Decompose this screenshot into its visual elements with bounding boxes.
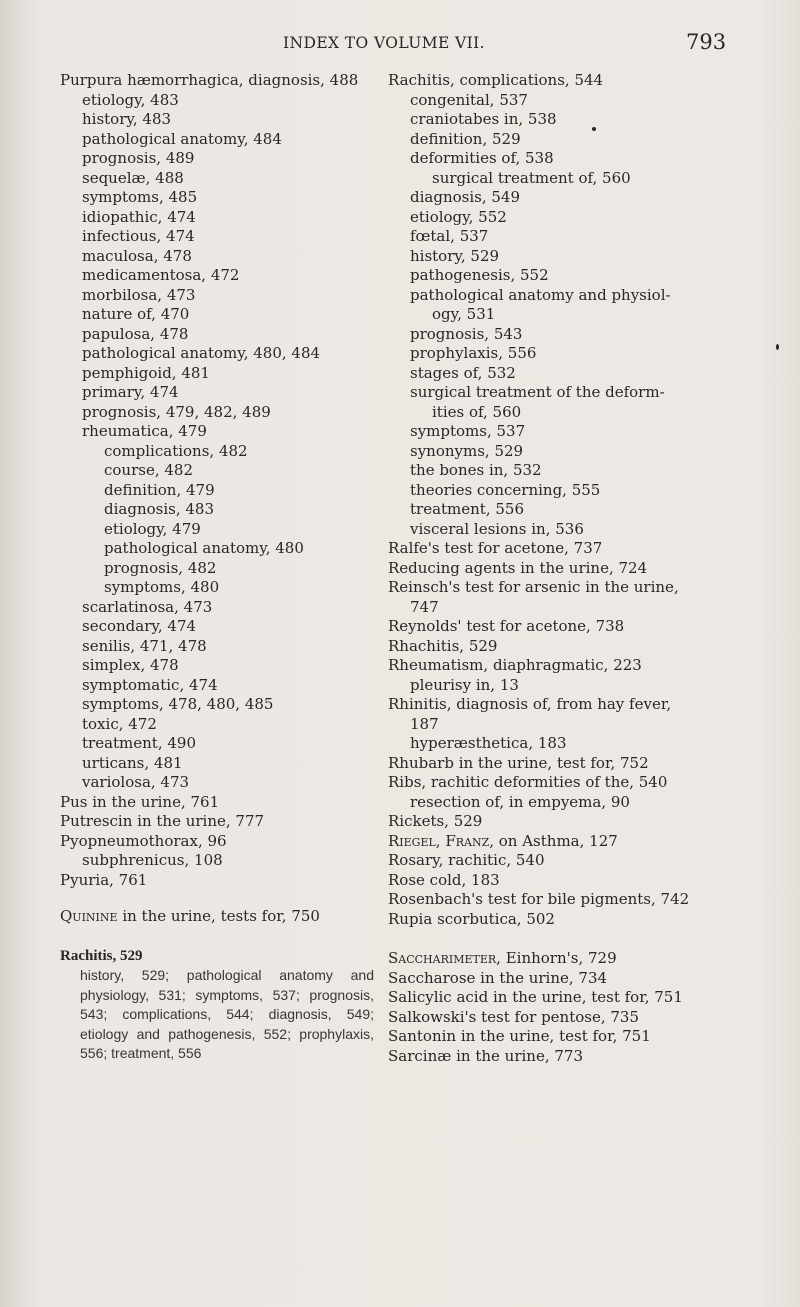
index-entry: symptoms, 537 (410, 422, 526, 440)
index-entry: medicamentosa, 472 (82, 266, 240, 284)
index-entry: etiology, 479 (104, 519, 201, 538)
index-entry: theories concerning, 555 (410, 480, 601, 499)
index-entry: deformities of, 538 (410, 149, 554, 167)
index-entry: definition, 529 (410, 129, 521, 148)
index-entry: simplex, 478 (82, 656, 179, 674)
entry-rest: Einhorn's, 729 (500, 949, 617, 967)
index-entry: 187 (410, 714, 439, 733)
index-entry: etiology, 483 (82, 90, 179, 109)
index-entry: prognosis, 479, 482, 489 (82, 402, 271, 421)
index-entry: variolosa, 473 (82, 773, 190, 791)
index-entry: Saccharose in the urine, 734 (388, 968, 608, 987)
index-entry: maculosa, 478 (82, 246, 192, 265)
index-entry: congenital, 537 (410, 90, 528, 109)
index-entry: infectious, 474 (82, 227, 195, 245)
index-entry: Pus in the urine, 761 (60, 792, 220, 811)
index-entry: hyperæsthetica, 183 (410, 734, 567, 752)
index-entry: complications, 482 (104, 441, 248, 460)
index-entry: Salkowski's test for pentose, 735 (388, 1007, 640, 1026)
index-entry: primary, 474 (82, 383, 179, 401)
index-entry: Reducing agents in the urine, 724 (388, 558, 648, 577)
index-entry: fœtal, 537 (410, 227, 489, 245)
index-entry: Rhachitis, 529 (388, 636, 498, 655)
index-entry: morbilosa, 473 (82, 285, 196, 304)
index-entry: stages of, 532 (410, 363, 516, 382)
index-entry: rheumatica, 479 (82, 422, 207, 440)
index-entry: Rhinitis, diagnosis of, from hay fever, (388, 695, 672, 713)
index-entry: history, 483 (82, 110, 172, 128)
running-title: INDEX TO VOLUME VII. (283, 34, 485, 52)
index-entry: Rose cold, 183 (388, 870, 500, 889)
rachitis-note-body: history, 529; pathological anatomy and physiology, 531; symptoms, 537; prognosis, 543; complications, 544; diagnosis, 549; etiology and pathogenesis, 552; prophylaxis, 556; treatment, 556 (80, 967, 374, 1061)
index-entry: pleurisy in, 13 (410, 675, 519, 694)
index-entry: surgical treatment of, 560 (432, 168, 631, 187)
index-entry (388, 832, 768, 852)
index-entry: the bones in, 532 (410, 461, 542, 479)
index-entry: pathological anatomy, 480 (104, 539, 304, 557)
index-entry: course, 482 (104, 461, 194, 479)
index-entry: resection of, in empyema, 90 (410, 792, 630, 811)
index-entry: pathological anatomy and physiol- (410, 285, 671, 304)
index-entry: Purpura hæmorrhagica, diagnosis, 488 (60, 71, 359, 89)
quinine-entry (60, 907, 378, 927)
right-entries (388, 71, 768, 929)
left-entries (60, 71, 378, 890)
spacer (388, 929, 768, 949)
index-entry: toxic, 472 (82, 714, 157, 733)
index-entry: treatment, 556 (410, 500, 525, 518)
index-entry: Pyuria, 761 (60, 870, 148, 889)
index-entry: pemphigoid, 481 (82, 363, 210, 382)
index-entry: surgical treatment of the deform- (410, 383, 665, 401)
index-entry: prognosis, 489 (82, 149, 195, 167)
left-column (60, 71, 378, 1064)
index-entry (388, 949, 768, 969)
entry-head: Saccharimeter, (388, 949, 501, 967)
index-entry: Pyopneumothorax, 96 (60, 831, 227, 850)
index-entry: Reynolds' test for acetone, 738 (388, 617, 625, 635)
index-entry: symptoms, 480 (104, 578, 220, 596)
index-entry: Rhubarb in the urine, test for, 752 (388, 753, 649, 772)
page-number: 793 (686, 30, 727, 54)
entry-rest: on Asthma, 127 (494, 831, 618, 850)
page-header (0, 30, 800, 60)
index-entry: Salicylic acid in the urine, test for, 751 (388, 988, 683, 1006)
index-entry: Rosary, rachitic, 540 (388, 851, 545, 869)
quinine-head: Quinine (60, 907, 118, 925)
index-entry: senilis, 471, 478 (82, 636, 207, 655)
margin-mark (776, 344, 779, 350)
index-entry: ogy, 531 (432, 305, 496, 323)
index-entry: papulosa, 478 (82, 324, 189, 343)
index-entry: urticans, 481 (82, 753, 183, 772)
index-entry: etiology, 552 (410, 207, 507, 226)
index-entry: diagnosis, 549 (410, 188, 520, 206)
index-entry: diagnosis, 483 (104, 500, 214, 518)
quinine-rest: in the urine, tests for, 750 (117, 907, 320, 925)
index-entry: secondary, 474 (82, 617, 197, 635)
index-entry: visceral lesions in, 536 (410, 519, 584, 538)
index-entry: Rheumatism, diaphragmatic, 223 (388, 656, 642, 674)
index-entry: scarlatinosa, 473 (82, 597, 213, 616)
spacer (60, 890, 378, 907)
index-entry: nature of, 470 (82, 305, 190, 323)
right-column (388, 71, 768, 1066)
index-entry: Rickets, 529 (388, 812, 483, 830)
index-entry: 747 (410, 597, 439, 616)
index-entry: Santonin in the urine, test for, 751 (388, 1027, 651, 1045)
index-entry: subphrenicus, 108 (82, 851, 223, 869)
index-entry: symptoms, 478, 480, 485 (82, 695, 274, 713)
index-entry: sequelæ, 488 (82, 168, 184, 187)
index-entry: history, 529 (410, 246, 500, 265)
index-entry: Putrescin in the urine, 777 (60, 812, 265, 830)
index-entry: symptoms, 485 (82, 188, 198, 206)
index-entry: treatment, 490 (82, 734, 197, 752)
index-entry: definition, 479 (104, 480, 215, 499)
index-entry: pathological anatomy, 480, 484 (82, 344, 321, 362)
margin-dot (592, 127, 596, 131)
index-entry: pathological anatomy, 484 (82, 129, 282, 148)
index-entry: prognosis, 543 (410, 324, 523, 343)
s-entries (388, 949, 768, 1066)
index-entry: synonyms, 529 (410, 441, 524, 460)
entry-head: Riegel, Franz, (388, 831, 494, 850)
index-entry: Rupia scorbutica, 502 (388, 909, 555, 928)
index-entry: Rosenbach's test for bile pigments, 742 (388, 890, 690, 908)
index-entry: Rachitis, complications, 544 (388, 71, 604, 89)
spacer (60, 927, 378, 947)
index-entry: pathogenesis, 552 (410, 266, 549, 284)
index-entry: Ribs, rachitic deformities of the, 540 (388, 773, 668, 791)
index-entry: Reinsch's test for arsenic in the urine, (388, 578, 679, 596)
index-entry: prognosis, 482 (104, 558, 217, 577)
rachitis-note-head: Rachitis, 529 (60, 947, 143, 964)
index-entry: idiopathic, 474 (82, 207, 196, 226)
index-entry: craniotabes in, 538 (410, 110, 557, 128)
index-entry: Sarcinæ in the urine, 773 (388, 1046, 584, 1065)
index-entry: Ralfe's test for acetone, 737 (388, 539, 603, 557)
index-entry: symptomatic, 474 (82, 675, 218, 694)
index-entry: prophylaxis, 556 (410, 344, 537, 362)
index-entry: ities of, 560 (432, 402, 522, 421)
